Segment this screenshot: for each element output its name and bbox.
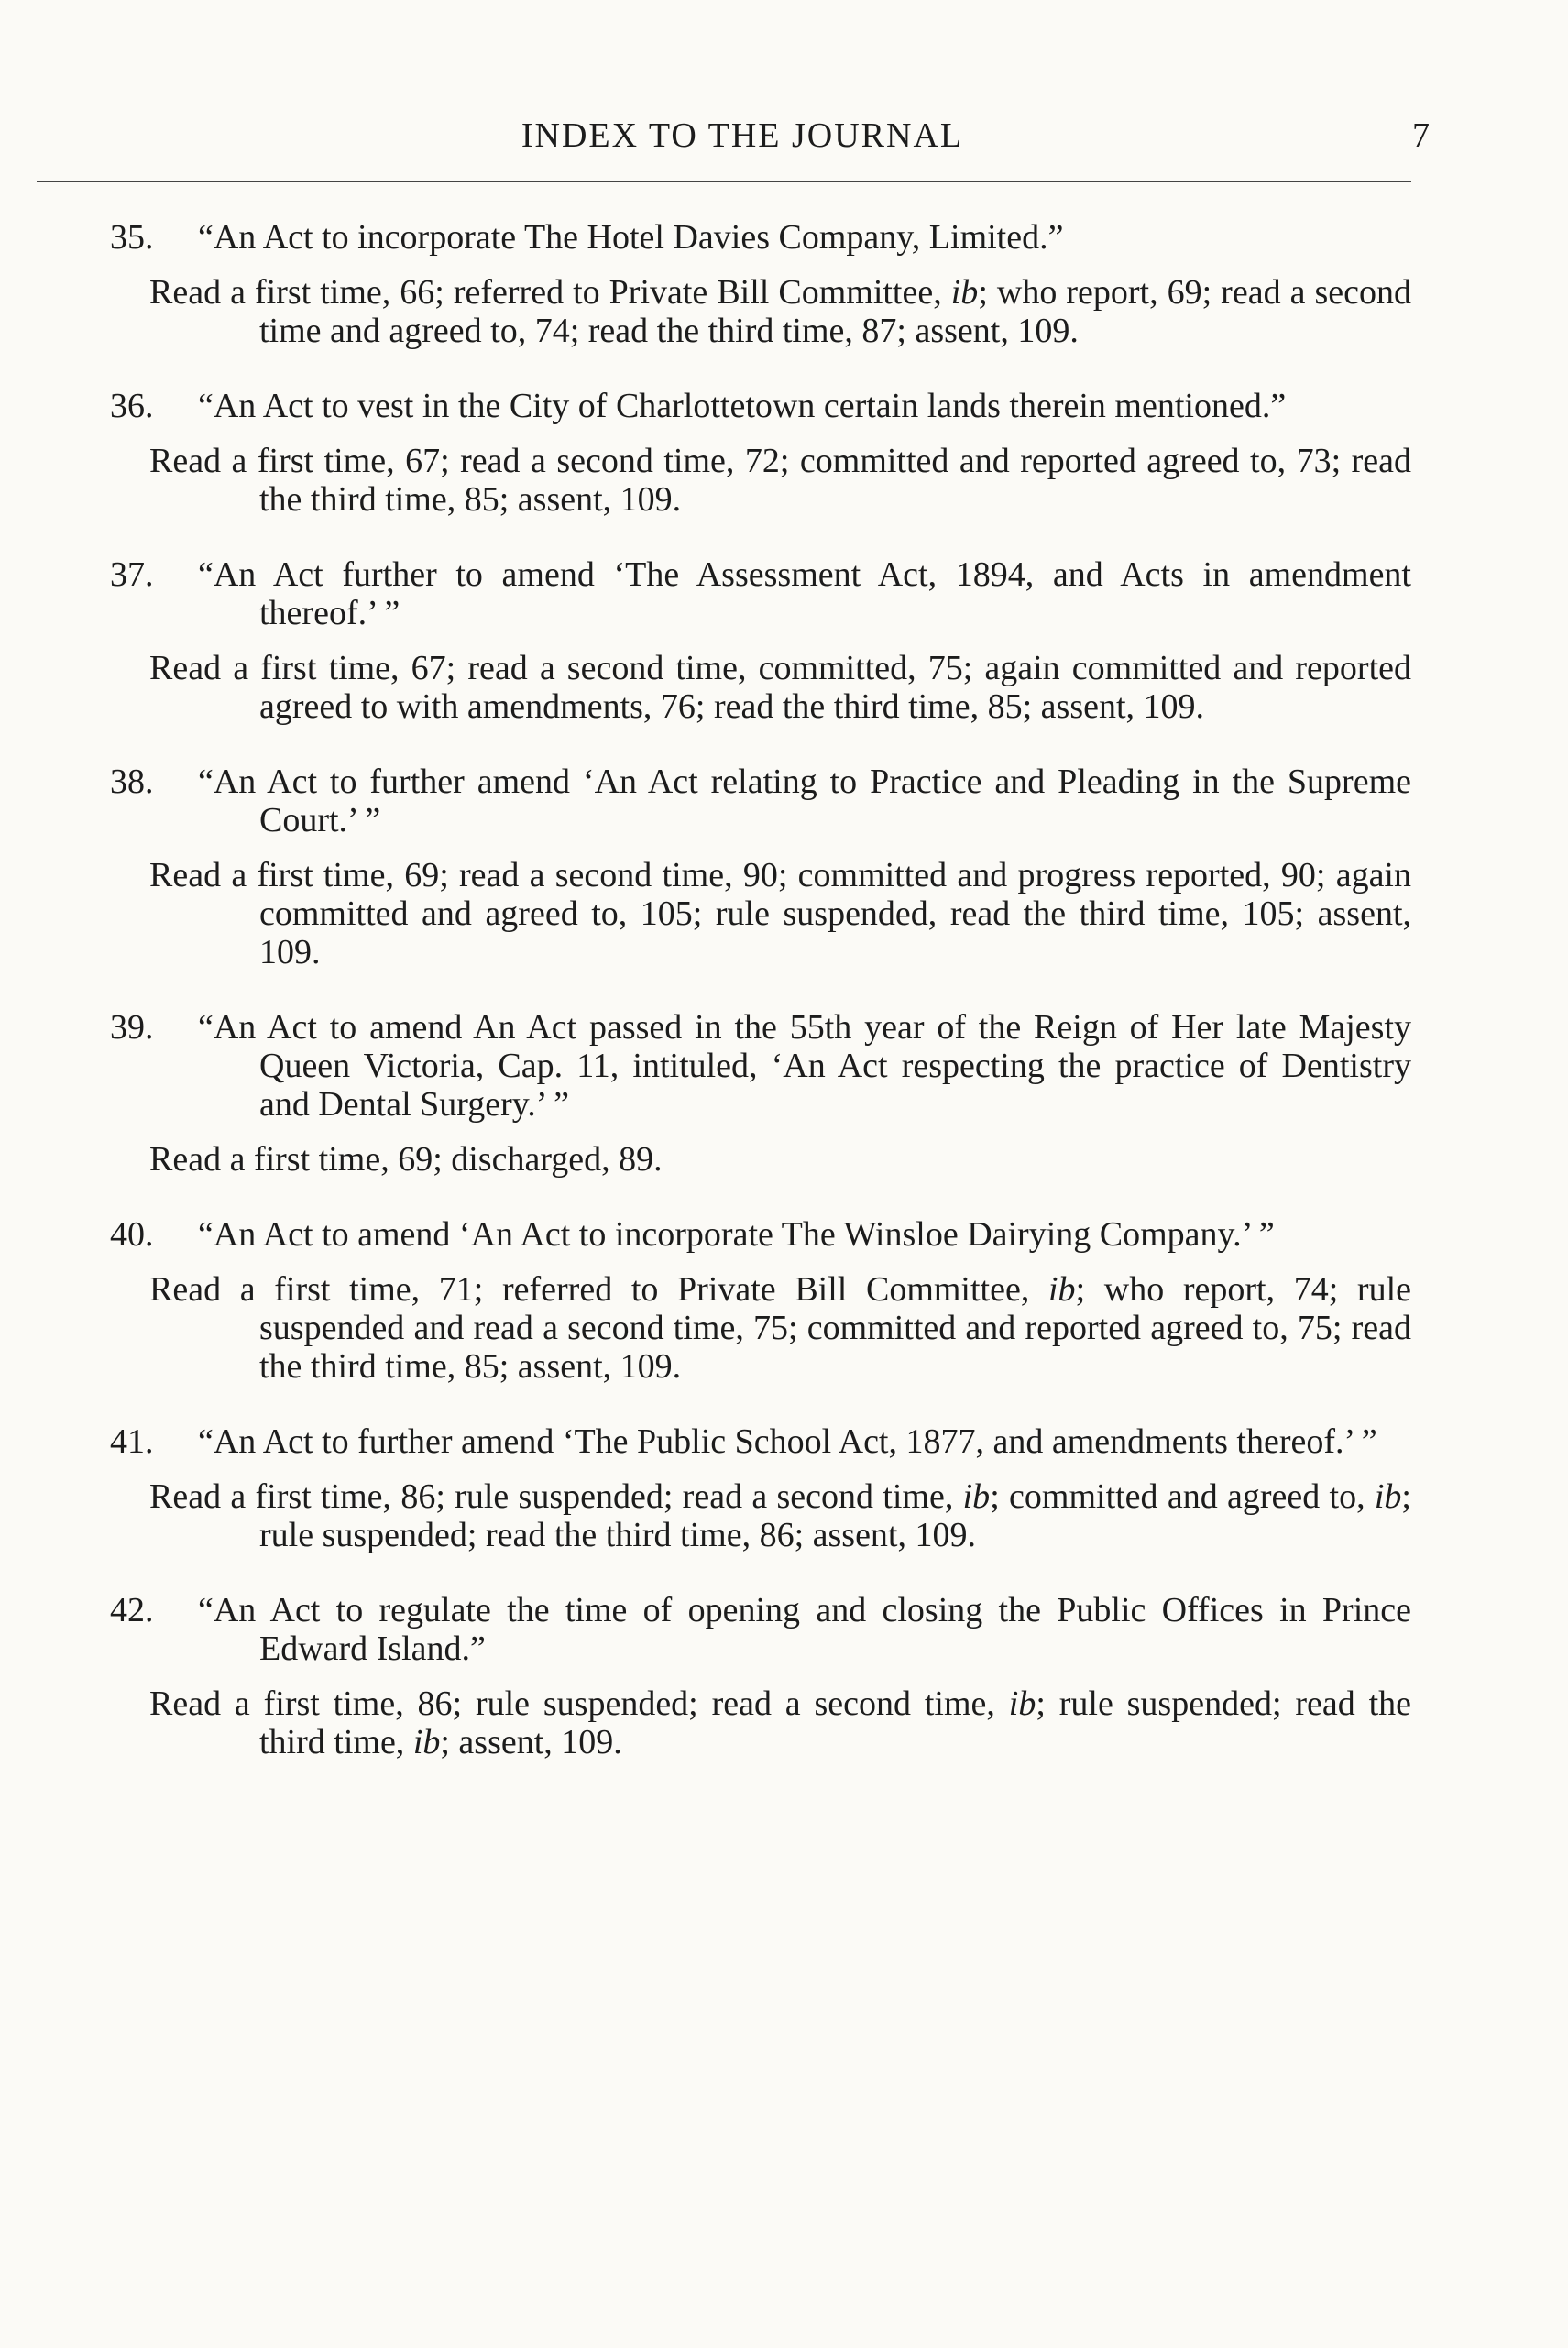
entry-title: “An Act further to amend ‘The Assessment Act, 1894, and Acts in amendment thereof.’ ”	[198, 555, 1411, 632]
ibidem-abbrev: ib	[412, 1723, 441, 1761]
entry-proceedings	[110, 442, 1411, 519]
entry-proceedings	[110, 649, 1411, 726]
proceedings-text: Read a first time, 67; read a second time, 72; committed and reported agreed to, 73; read the third time, 85; assent, 109.	[149, 442, 1411, 519]
proceedings-text: ; rule suspended; read the third time, 86; assent, 109.	[259, 1477, 1411, 1554]
entry-proceedings	[110, 273, 1411, 350]
entry-title-line	[110, 555, 1411, 632]
entry-title: “An Act to further amend ‘An Act relating to Practice and Pleading in the Supreme Court.’ ”	[198, 763, 1411, 839]
entry-title-line	[110, 1422, 1411, 1461]
index-entry-37	[110, 555, 1411, 726]
index-entry-36	[110, 387, 1411, 519]
ibidem-abbrev: ib	[1374, 1477, 1402, 1516]
proceedings-text: Read a first time, 67; read a second time, committed, 75; again committed and reported agreed to with amendments, 76; read the third time, 85; assent, 109.	[149, 649, 1411, 726]
ibidem-abbrev: ib	[950, 273, 979, 312]
ibidem-abbrev: ib	[1048, 1270, 1076, 1309]
proceedings-text: ; committed and agreed to,	[990, 1477, 1375, 1516]
proceedings-text: Read a first time, 69; discharged, 89.	[149, 1140, 663, 1179]
proceedings-text: ; assent, 109.	[440, 1723, 622, 1761]
header-rule	[37, 181, 1411, 182]
index-entry-42	[110, 1591, 1411, 1761]
entry-title-line	[110, 387, 1411, 425]
ibidem-abbrev: ib	[1008, 1684, 1036, 1723]
entry-number: 38.	[110, 763, 154, 801]
entry-proceedings	[110, 856, 1411, 971]
proceedings-text: ; who report, 69; read a second time and agreed to, 74; read the third time, 87; assent, 109.	[259, 273, 1411, 350]
entry-title: “An Act to amend ‘An Act to incorporate The Winsloe Dairying Company.’ ”	[198, 1215, 1275, 1254]
ibidem-abbrev: ib	[962, 1477, 991, 1516]
index-entry-41	[110, 1422, 1411, 1554]
proceedings-text: Read a first time, 71; referred to Private Bill Committee,	[149, 1270, 1048, 1309]
entry-number: 36.	[110, 387, 154, 425]
entry-title-line	[110, 218, 1411, 257]
entry-number: 37.	[110, 555, 154, 594]
proceedings-text: Read a first time, 86; rule suspended; read a second time,	[149, 1477, 963, 1516]
entry-number: 35.	[110, 218, 154, 257]
entry-number: 42.	[110, 1591, 154, 1629]
index-entry-35	[110, 218, 1411, 350]
page-number: 7	[1412, 116, 1430, 155]
entry-title: “An Act to vest in the City of Charlottetown certain lands therein mentioned.”	[198, 387, 1287, 425]
index-entry-40	[110, 1215, 1411, 1386]
running-head	[37, 108, 1430, 163]
running-title: INDEX TO THE JOURNAL	[521, 116, 964, 155]
entry-proceedings	[110, 1684, 1411, 1761]
proceedings-text: Read a first time, 86; rule suspended; read a second time,	[149, 1684, 1009, 1723]
proceedings-text: ; who report, 74; rule suspended and read a second time, 75; committed and reported agreed to, 75; read the third time, 85; assent, 109.	[259, 1270, 1412, 1386]
entry-proceedings	[110, 1140, 1411, 1179]
entry-title: “An Act to regulate the time of opening and closing the Public Offices in Prince Edward Island.”	[198, 1591, 1411, 1668]
proceedings-text: Read a first time, 69; read a second time, 90; committed and progress reported, 90; again committed and agreed to, 105; rule suspended, read the third time, 105; assent, 109.	[149, 856, 1411, 971]
entry-list	[110, 218, 1411, 1761]
index-entry-39	[110, 1008, 1411, 1179]
entry-title-line	[110, 1591, 1411, 1668]
entry-title: “An Act to amend An Act passed in the 55th year of the Reign of Her late Majesty Queen Victoria, Cap. 11, intituled, ‘An Act respecting the practice of Dentistry and Dental Surgery.’ ”	[198, 1008, 1411, 1124]
entry-title: “An Act to incorporate The Hotel Davies Company, Limited.”	[198, 218, 1064, 257]
entry-title-line	[110, 1215, 1411, 1254]
entry-number: 39.	[110, 1008, 154, 1047]
proceedings-text: ; rule suspended; read the third time,	[259, 1684, 1412, 1761]
entry-title-line	[110, 1008, 1411, 1124]
entry-number: 41.	[110, 1422, 154, 1461]
entry-title: “An Act to further amend ‘The Public School Act, 1877, and amendments thereof.’ ”	[198, 1422, 1377, 1461]
proceedings-text: Read a first time, 66; referred to Private Bill Committee,	[149, 273, 951, 312]
index-entry-38	[110, 763, 1411, 971]
entry-title-line	[110, 763, 1411, 839]
entry-number: 40.	[110, 1215, 154, 1254]
entry-proceedings	[110, 1270, 1411, 1386]
entry-proceedings	[110, 1477, 1411, 1554]
